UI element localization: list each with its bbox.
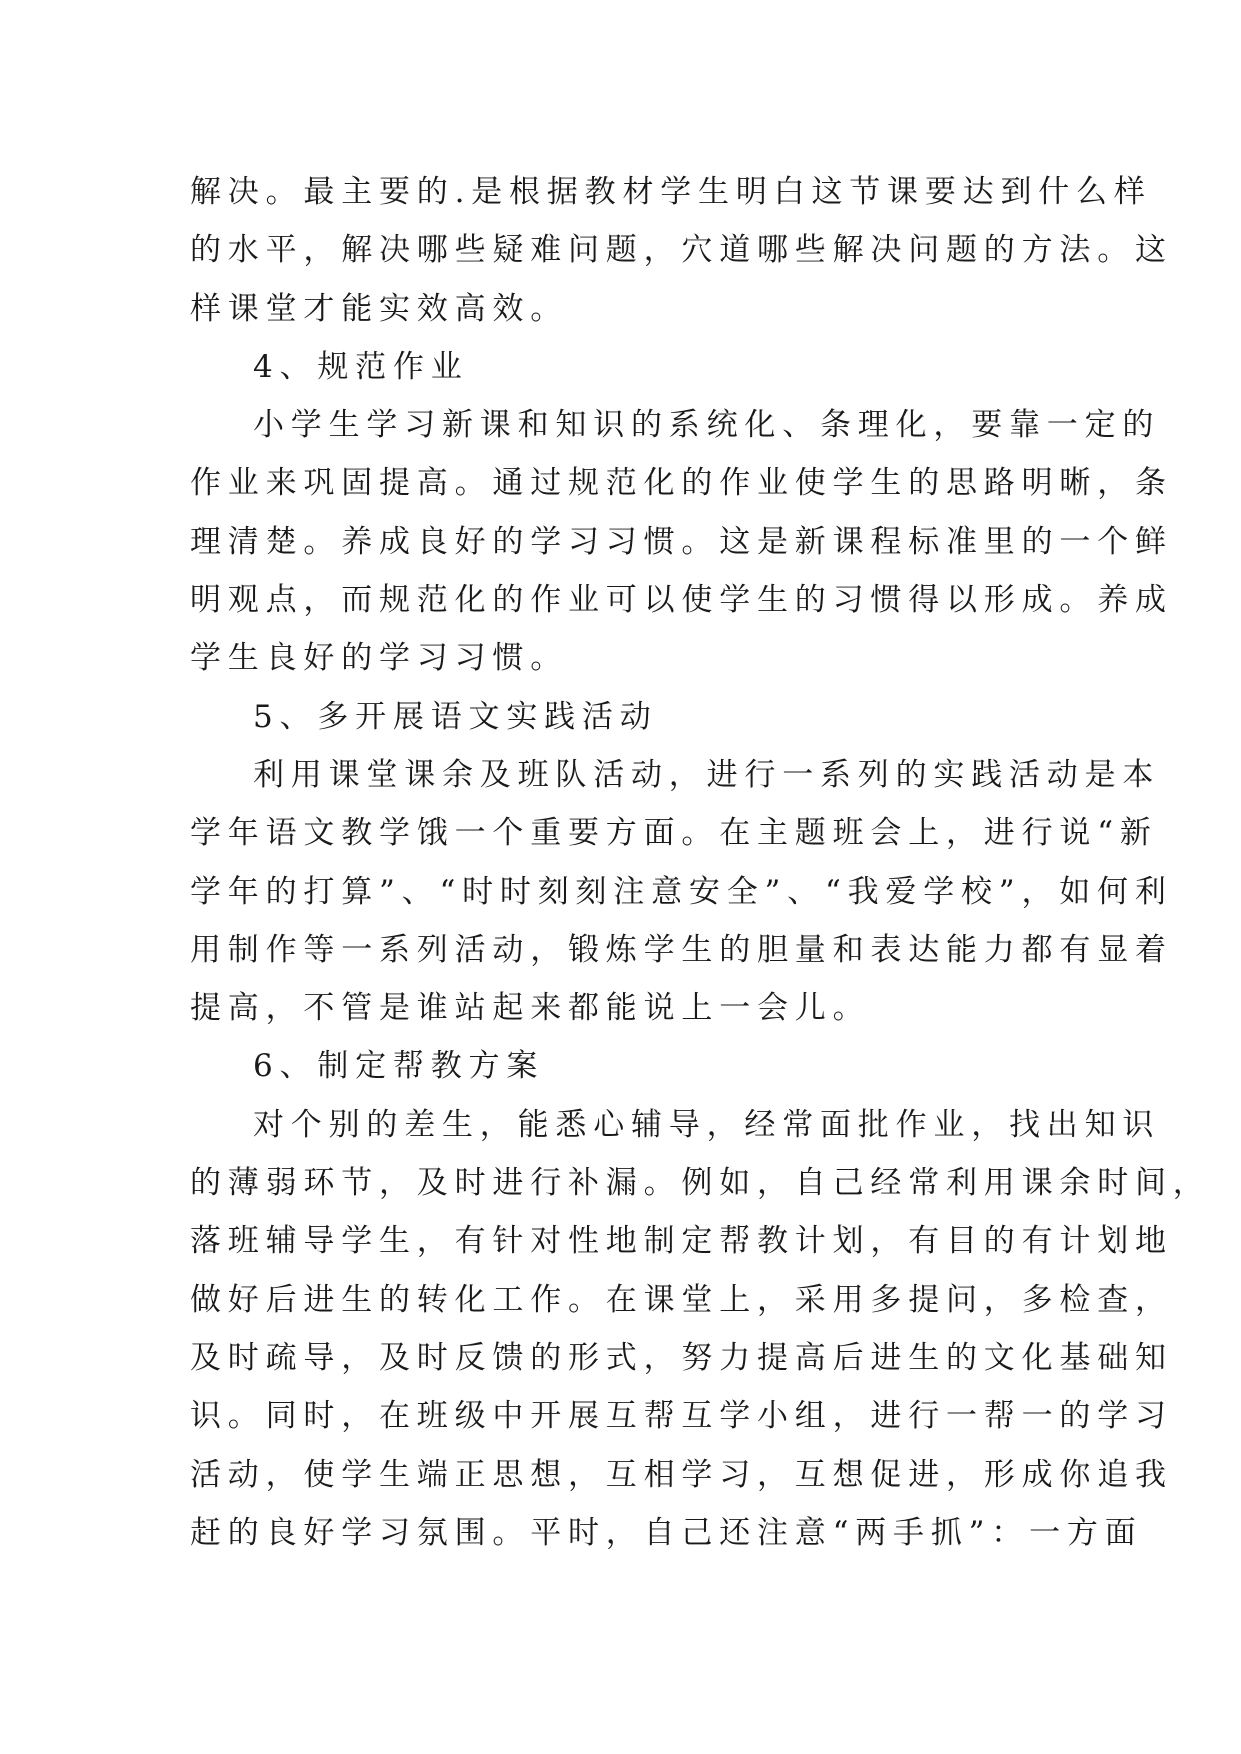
text-line: 活动，使学生端正思想，互相学习，互想促进，形成你追我 — [190, 1456, 1173, 1493]
text-line: 落班辅导学生，有针对性地制定帮教计划，有目的有计划地 — [190, 1223, 1173, 1260]
text-line: 的水平，解决哪些疑难问题，穴道哪些解决问题的方法。这 — [190, 232, 1173, 269]
text-line: 及时疏导，及时反馈的形式，努力提高后进生的文化基础知 — [190, 1339, 1173, 1376]
text-line: 做好后进生的转化工作。在课堂上，采用多提问，多检查， — [190, 1281, 1173, 1318]
paragraph-start-line: 小学生学习新课和知识的系统化、条理化，要靠一定的 — [253, 407, 1161, 444]
text-line: 提高，不管是谁站起来都能说上一会儿。 — [190, 990, 871, 1027]
paragraph-start-line: 5、多开展语文实践活动 — [253, 698, 658, 735]
text-line: 学年语文教学饿一个重要方面。在主题班会上，进行说“新 — [190, 815, 1158, 852]
document-body — [190, 163, 1211, 1562]
text-line: 识。同时，在班级中开展互帮互学小组，进行一帮一的学习 — [190, 1398, 1173, 1435]
text-line: 作业来巩固提高。通过规范化的作业使学生的思路明晰，条 — [190, 465, 1173, 502]
text-line: 学生良好的学习习惯。 — [190, 640, 568, 677]
paragraph-start-line: 4、规范作业 — [253, 348, 469, 385]
text-line: 解决。最主要的.是根据教材学生明白这节课要达到什么样 — [190, 174, 1152, 210]
text-line: 理清楚。养成良好的学习习惯。这是新课程标准里的一个鲜 — [190, 523, 1173, 560]
text-line: 赶的良好学习氛围。平时，自己还注意“两手抓”：一方面 — [190, 1514, 1143, 1551]
text-line: 的薄弱环节，及时进行补漏。例如，自己经常利用课余时间， — [190, 1165, 1211, 1202]
text-line: 用制作等一系列活动，锻炼学生的胆量和表达能力都有显着 — [190, 931, 1173, 968]
paragraph-start-line: 利用课堂课余及班队活动，进行一系列的实践活动是本 — [253, 756, 1161, 793]
text-line: 明观点，而规范化的作业可以使学生的习惯得以形成。养成 — [190, 582, 1173, 619]
paragraph-start-line: 对个别的差生，能悉心辅导，经常面批作业，找出知识 — [253, 1106, 1161, 1143]
text-line: 学年的打算”、“时时刻刻注意安全”、“我爱学校”，如何利 — [190, 873, 1173, 910]
text-line: 样课堂才能实效高效。 — [190, 290, 568, 327]
paragraph-start-line: 6、制定帮教方案 — [253, 1048, 545, 1085]
